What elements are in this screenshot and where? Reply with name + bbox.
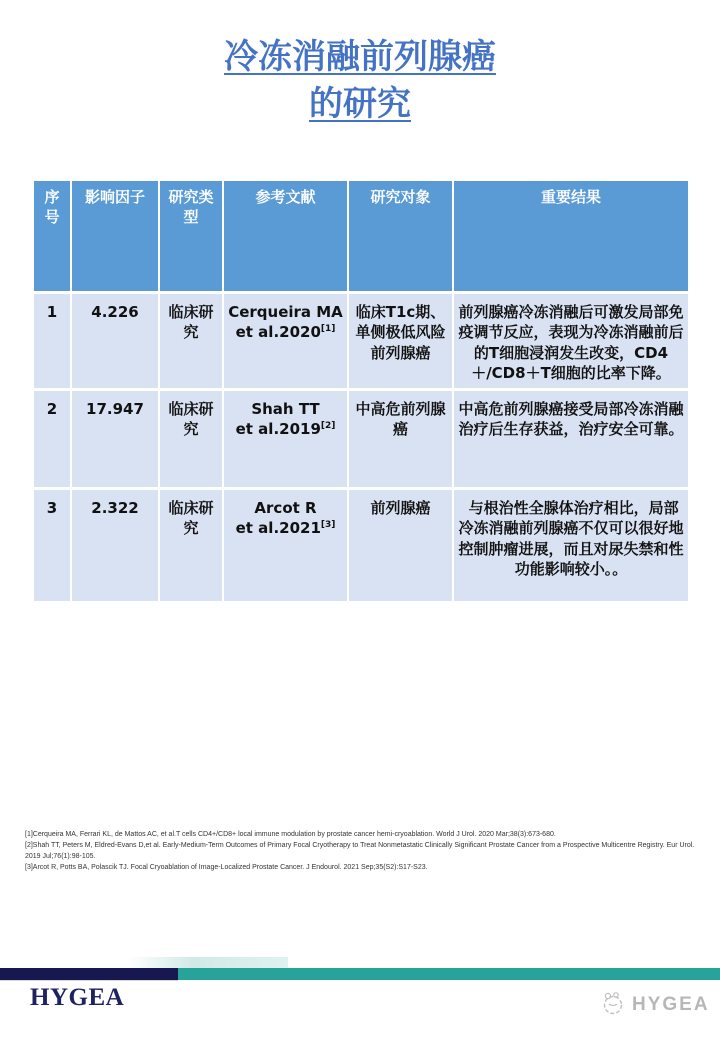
column-header-key-result: 重要结果 [453,180,689,293]
footnote-3: [3]Arcot R, Potts BA, Polascik TJ. Focal Cryoablation of Image-Localized Prostate Cancer. J Endourol. 2021 Sep;35(S2):S17-S23. [25,863,428,871]
cell-study-type: 临床研究 [159,390,223,489]
column-header-impact-factor: 影响因子 [71,180,159,293]
cell-subject: 中高危前列腺癌 [348,390,453,489]
reference-citation-sup: [2] [320,421,336,432]
cell-reference [223,489,348,603]
cell-impact-factor: 2.322 [71,489,159,603]
page-title-line2: 的研究 [309,83,411,124]
footnote-2: [2]Shah TT, Peters M, Eldred-Evans D,et al. Early-Medium-Term Outcomes of Primary Focal Cryotherapy to Treat Nonmetastatic Clinically Significant Prostate Cancer from a Prospective Multicentre Registry. Eur Urol. 2019 Jul;76(1):98-105. [25,841,695,860]
table-row [33,390,689,489]
cell-study-type: 临床研究 [159,489,223,603]
footer-accent-wisp [128,957,288,968]
column-header-study-type: 研究类型 [159,180,223,293]
reference-citation-sup: [3] [320,520,336,531]
cell-no: 2 [33,390,71,489]
reference-author: Arcot R [254,499,317,517]
table-row [33,293,689,390]
reference-author: Cerqueira MA [228,303,343,321]
reference-year: et al.2021[3] [235,519,336,538]
column-header-subject: 研究对象 [348,180,453,293]
cell-impact-factor: 17.947 [71,390,159,489]
cell-no: 3 [33,489,71,603]
reference-citation-sup: [1] [320,324,336,335]
cell-no: 1 [33,293,71,390]
page-title [0,34,720,128]
reference-year: et al.2020[1] [235,323,336,342]
cell-reference [223,390,348,489]
footer-navy-bar [0,968,178,981]
hygea-globe-icon [600,990,626,1020]
cell-subject: 临床T1c期、单侧极低风险前列腺癌 [348,293,453,390]
cell-reference [223,293,348,390]
cell-study-type: 临床研究 [159,293,223,390]
page-title-line1: 冷冻消融前列腺癌 [224,37,496,77]
watermark-text: HYGEA [632,994,710,1015]
reference-footnotes [25,830,697,873]
cell-key-result: 中高危前列腺癌接受局部冷冻消融治疗后生存获益，治疗安全可靠。 [453,390,689,489]
cell-key-result: 前列腺癌冷冻消融后可激发局部免疫调节反应，表现为冷冻消融前后的T细胞浸润发生改变，CD4＋/CD8＋T细胞的比率下降。 [453,293,689,390]
column-header-no: 序号 [33,180,71,293]
footer-teal-bar [178,968,720,980]
cell-subject: 前列腺癌 [348,489,453,603]
hygea-watermark [600,990,710,1020]
studies-table [32,178,690,604]
table-header-row [33,180,689,293]
table-row [33,489,689,603]
cell-key-result: 与根治性全腺体治疗相比，局部冷冻消融前列腺癌不仅可以很好地控制肿瘤进展，而且对尿失禁和性功能影响较小。。 [453,489,689,603]
footnote-1: [1]Cerqueira MA, Ferrari KL, de Mattos AC, et al.T cells CD4+/CD8+ local immune modulation by prostate cancer hemi-cryoablation. World J Urol. 2020 Mar;38(3):673-680. [25,831,556,838]
hygea-wordmark: HYGEA [30,984,125,1011]
reference-year: et al.2019[2] [235,420,336,439]
column-header-reference: 参考文献 [223,180,348,293]
cell-impact-factor: 4.226 [71,293,159,390]
reference-author: Shah TT [251,400,320,418]
